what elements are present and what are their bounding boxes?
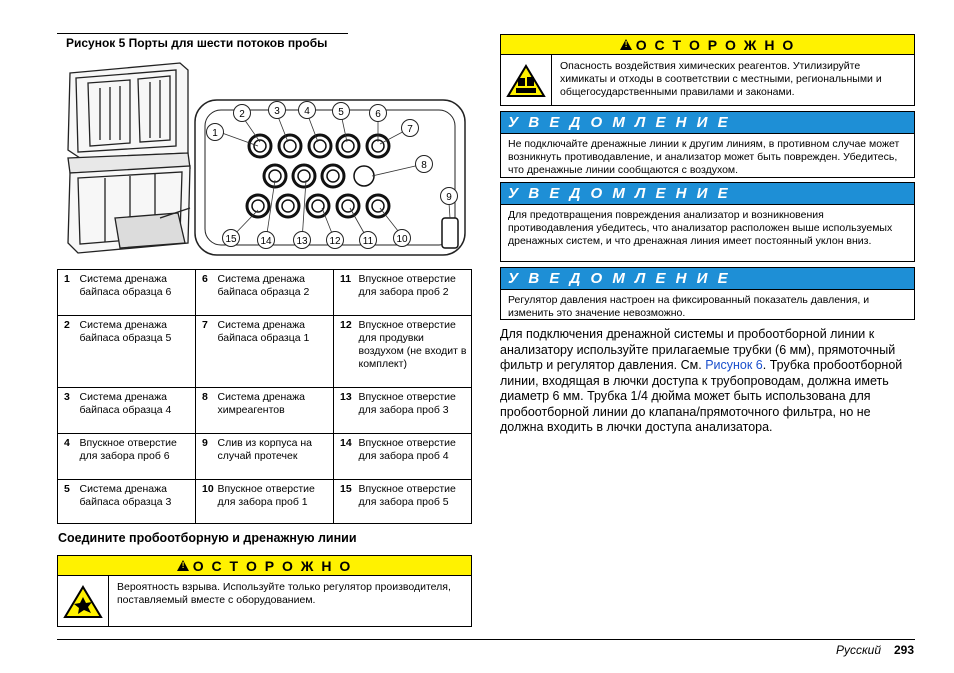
legend-num: 3 (58, 388, 77, 434)
notice-header: У В Е Д О М Л Е Н И Е (501, 183, 914, 205)
notice-text: Регулятор давления настроен на фиксированный показатель давления, и изменить это значение невозможно. (508, 294, 870, 319)
legend-num: 14 (334, 434, 356, 480)
callout-8: 8 (421, 160, 427, 171)
legend-text: Впускное отверстие для забора проб 4 (356, 434, 472, 480)
warning-triangle-icon (620, 39, 632, 50)
callout-5: 5 (338, 107, 344, 118)
legend-text: Впускное отверстие для забора проб 3 (356, 388, 472, 434)
callout-7: 7 (407, 124, 413, 135)
legend-num: 12 (334, 316, 356, 388)
paragraph-text: . Трубка пробоотборной линии, входящая в лючки доступа к трубопроводам, должна иметь диаметр 6 мм. Трубка 1/4 дюйма может быть использована для пробоотборной линии до клапана/прямоточного фильтра, но не должна входить в лючки доступа анализатора. (500, 358, 903, 434)
warning-triangle-icon (177, 560, 189, 571)
legend-text: Система дренажа байпаса образца 5 (77, 316, 196, 388)
paragraph-text: Для подключения дренажной системы и пробоотборной линии к анализатору используйте прилагаемые трубки (6 мм), прямоточный фильтр и регулятор давления. См. (500, 327, 896, 372)
legend-text: Система дренажа байпаса образца 3 (77, 480, 196, 524)
legend-table (57, 269, 472, 524)
table-row (58, 480, 472, 524)
legend-text: Впускное отверстие для забора проб 5 (356, 480, 472, 524)
legend-text: Система дренажа байпаса образца 2 (215, 270, 334, 316)
table-row (58, 270, 472, 316)
caution-box-chemical (500, 34, 915, 106)
legend-text: Впускное отверстие для забора проб 6 (77, 434, 196, 480)
legend-text: Система дренажа байпаса образца 6 (77, 270, 196, 316)
callout-2: 2 (239, 109, 245, 120)
notice-text: Для предотвращения повреждения анализатор и возникновения противодавления убедитесь, что анализатор расположен выше используемых дренажных систем, и что дренажная линия имеет постоянный уклон вниз. (508, 209, 893, 247)
legend-text: Слив из корпуса на случай протечек (215, 434, 334, 480)
top-rule-left (57, 33, 348, 34)
section-heading: Соедините пробоотборную и дренажную линии (58, 531, 357, 545)
legend-num: 13 (334, 388, 356, 434)
callout-15: 15 (225, 234, 237, 245)
legend-text: Система дренажа химреагентов (215, 388, 334, 434)
explosion-hazard-icon (58, 576, 109, 627)
caution-header (501, 35, 914, 55)
notice-header: У В Е Д О М Л Е Н И Е (501, 268, 914, 290)
legend-num: 4 (58, 434, 77, 480)
legend-num: 15 (334, 480, 356, 524)
callout-1: 1 (212, 128, 218, 139)
legend-num: 9 (196, 434, 215, 480)
legend-text: Впускное отверстие для забора проб 1 (215, 480, 334, 524)
notice-box-2 (500, 182, 915, 262)
legend-num: 6 (196, 270, 215, 316)
legend-num: 8 (196, 388, 215, 434)
legend-text: Система дренажа байпаса образца 1 (215, 316, 334, 388)
callout-10: 10 (396, 234, 408, 245)
legend-text: Впускное отверстие для продувки воздухом (не входит в комплект) (356, 316, 472, 388)
legend-num: 10 (196, 480, 215, 524)
legend-num: 5 (58, 480, 77, 524)
footer-language: Русский (835, 643, 881, 657)
callout-4: 4 (304, 106, 310, 117)
figure-title: Рисунок 5 Порты для шести потоков пробы (66, 36, 328, 50)
callout-13: 13 (296, 236, 308, 247)
legend-text: Система дренажа байпаса образца 4 (77, 388, 196, 434)
analyzer-housing-drawing (68, 63, 190, 253)
caution-header (58, 556, 471, 576)
caution-label: О С Т О Р О Ж Н О (635, 36, 796, 53)
caution-text: Вероятность взрыва. Используйте только регулятор производителя, поставляемый вместе с оборудованием. (117, 581, 451, 606)
callout-3: 3 (274, 106, 280, 117)
legend-num: 7 (196, 316, 215, 388)
callout-11: 11 (362, 236, 374, 247)
callout-9: 9 (446, 192, 452, 203)
legend-text: Впускное отверстие для забора проб 2 (356, 270, 472, 316)
caution-text: Опасность воздействия химических реагентов. Утилизируйте химикаты и отходы в соответствии с местными, региональными и общегосударственными правилами и законами. (560, 60, 882, 98)
callout-6: 6 (375, 109, 381, 120)
notice-header: У В Е Д О М Л Е Н И Е (501, 112, 914, 134)
footer-rule (57, 639, 915, 640)
table-row (58, 388, 472, 434)
notice-box-3 (500, 267, 915, 320)
legend-num: 2 (58, 316, 77, 388)
body-paragraph (500, 327, 915, 436)
legend-num: 1 (58, 270, 77, 316)
page-number: 293 (893, 643, 914, 657)
caution-box-explosion (57, 555, 472, 627)
table-row (58, 434, 472, 480)
figure-6-link[interactable]: Рисунок 6 (705, 358, 763, 372)
notice-box-1 (500, 111, 915, 178)
table-row (58, 316, 472, 388)
legend-num: 11 (334, 270, 356, 316)
chemical-hazard-icon (501, 55, 552, 106)
callout-12: 12 (329, 236, 341, 247)
caution-label: О С Т О Р О Ж Н О (192, 557, 353, 574)
callout-14: 14 (260, 236, 272, 247)
notice-text: Не подключайте дренажные линии к другим линиям, в противном случае может возникнуть противодавление, и анализатор может быть поврежден. Убедитесь, что дренажные линии сообщаются с воздухом. (508, 138, 900, 176)
ports-figure (60, 58, 470, 263)
